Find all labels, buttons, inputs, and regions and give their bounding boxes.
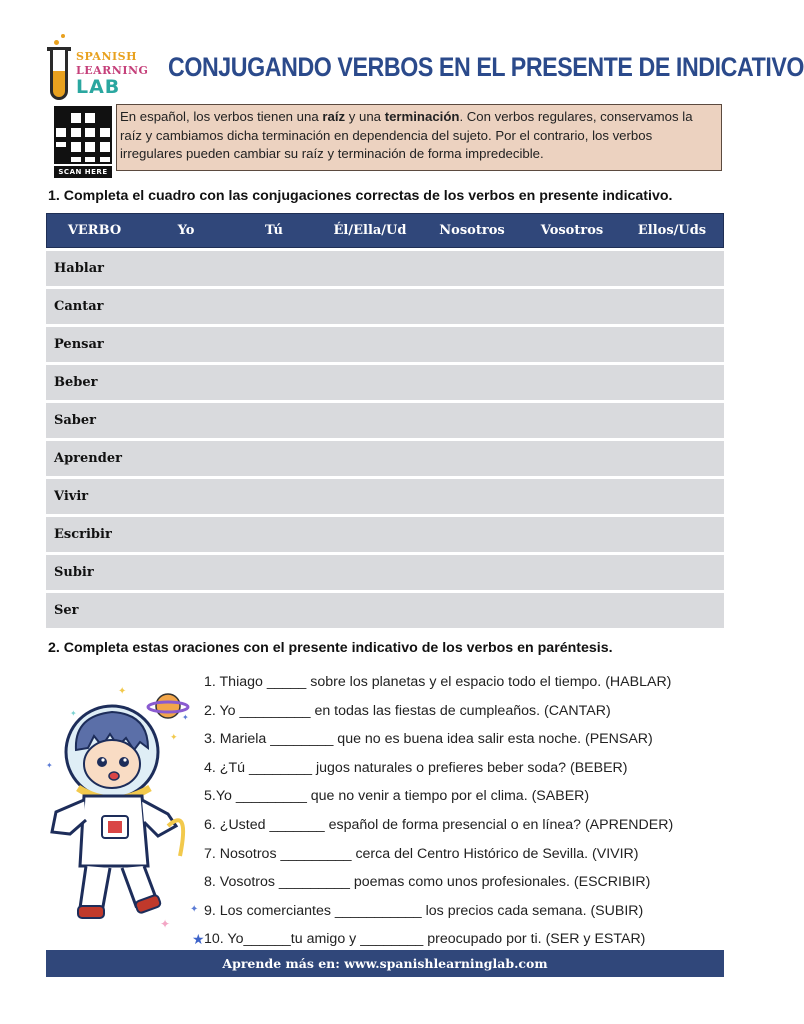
column-header-yo: Yo: [177, 223, 195, 238]
intro-text: En español, los verbos tienen una: [120, 109, 323, 124]
verb-cell: Pensar: [54, 337, 104, 352]
brand-line-2: LEARNING: [76, 64, 149, 77]
qr-scan-label: SCAN HERE: [54, 166, 112, 178]
verb-cell: Ser: [54, 603, 79, 618]
test-tube-icon: [50, 50, 68, 100]
table-row[interactable]: [46, 327, 724, 362]
table-row[interactable]: [46, 403, 724, 438]
logo-bubble: [61, 34, 65, 38]
star-icon: ✦: [160, 917, 171, 931]
intro-box: [116, 104, 722, 171]
column-header-verbo: VERBO: [67, 223, 122, 238]
verb-cell: Vivir: [54, 489, 89, 504]
verb-cell: Subir: [54, 565, 94, 580]
brand-line-3: LAB: [76, 76, 121, 98]
table-row[interactable]: [46, 479, 724, 514]
list-item[interactable]: 8. Vosotros _________ poemas como unos profesionales. (ESCRIBIR): [204, 874, 651, 891]
logo-bubble: [54, 40, 59, 45]
astronaut-illustration: [40, 676, 205, 948]
footer-link[interactable]: Aprende más en: www.spanishlearninglab.com: [46, 950, 724, 977]
verb-cell: Beber: [54, 375, 98, 390]
suit-arm-right: [142, 800, 176, 836]
list-item[interactable]: 5.Yo _________ que no venir a tiempo por el clima. (SABER): [204, 788, 590, 805]
list-item[interactable]: 4. ¿Tú ________ jugos naturales o prefieres beber soda? (BEBER): [204, 759, 628, 776]
star-icon: ✦: [182, 713, 189, 722]
conjugation-table: [46, 213, 724, 628]
verb-cell: Aprender: [54, 451, 122, 466]
verb-cell: Hablar: [54, 261, 105, 276]
sentence-list: [204, 668, 724, 954]
verb-cell: Escribir: [54, 527, 112, 542]
column-header-nosotros: Nosotros: [439, 223, 505, 238]
brand-line-1: SPANISH: [76, 50, 137, 63]
qr-code-icon[interactable]: [54, 106, 112, 164]
intro-bold-root: raíz: [322, 109, 346, 124]
intro-bold-ending: terminación: [384, 109, 460, 124]
list-item[interactable]: 9. Los comerciantes ___________ los precios cada semana. (SUBIR): [204, 902, 644, 919]
list-item[interactable]: 2. Yo _________ en todas las fiestas de cumpleaños. (CANTAR): [204, 702, 611, 719]
list-item[interactable]: 10. Yo______tu amigo y ________ preocupado por ti. (SER y ESTAR): [204, 931, 646, 948]
column-header-el: Él/Ella/Ud: [333, 223, 407, 238]
list-item[interactable]: 6. ¿Usted _______ español de forma presencial o en línea? (APRENDER): [204, 816, 674, 833]
star-icon: ✦: [70, 709, 77, 718]
section-2-heading: 2. Completa estas oraciones con el presente indicativo de los verbos en paréntesis.: [48, 640, 613, 656]
brand-logo: [48, 42, 158, 102]
table-row[interactable]: [46, 517, 724, 552]
star-icon: ✦: [118, 686, 127, 697]
star-icon: ✦: [170, 733, 178, 743]
verb-cell: Saber: [54, 413, 97, 428]
star-icon: ★: [192, 932, 205, 948]
list-item[interactable]: 3. Mariela ________ que no es buena idea salir esta noche. (PENSAR): [204, 731, 653, 748]
boot-left: [78, 906, 104, 918]
list-item[interactable]: 7. Nosotros _________ cerca del Centro Histórico de Sevilla. (VIVIR): [204, 845, 639, 862]
face: [84, 740, 140, 788]
intro-text: . Con verbos regulares, conservamos la raíz y cambiamos dicha terminación en dependencia del sujeto. Por el contrario, los verbos irregulares pueden cambiar su raíz y terminación de forma impredecible.: [120, 109, 693, 161]
star-icon: ✦: [190, 904, 199, 915]
column-header-vosotros: Vosotros: [540, 223, 604, 238]
table-row[interactable]: [46, 251, 724, 286]
table-row[interactable]: [46, 555, 724, 590]
column-header-ellos: Ellos/Uds: [637, 223, 707, 238]
list-item[interactable]: 1. Thiago _____ sobre los planetas y el espacio todo el tiempo. (HABLAR): [204, 674, 672, 690]
page-title: CONJUGANDO VERBOS EN EL PRESENTE DE INDICATIVO: [168, 52, 804, 82]
verb-cell: Cantar: [54, 299, 104, 314]
table-row[interactable]: [46, 593, 724, 628]
table-row[interactable]: [46, 365, 724, 400]
table-row[interactable]: [46, 441, 724, 476]
intro-text: y una: [345, 109, 385, 124]
column-header-tu: Tú: [265, 223, 283, 238]
table-row[interactable]: [46, 289, 724, 324]
table-header: [46, 213, 724, 248]
section-1-heading: 1. Completa el cuadro con las conjugaciones correctas de los verbos en presente indicativo.: [48, 188, 673, 204]
star-icon: ✦: [46, 761, 53, 770]
